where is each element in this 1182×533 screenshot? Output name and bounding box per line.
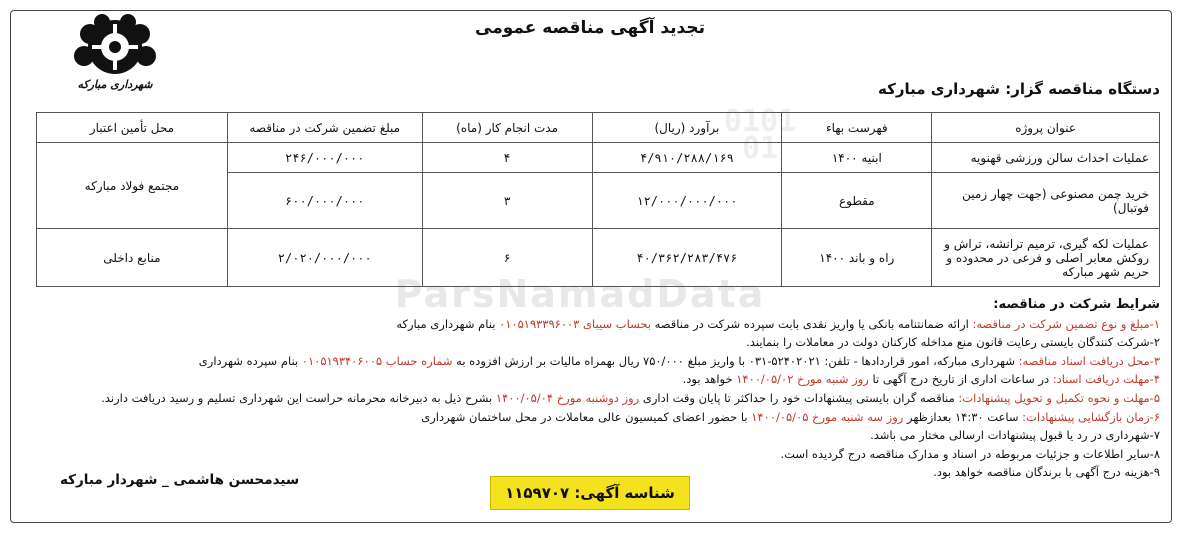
condition-item [25, 352, 1160, 371]
condition-item [25, 389, 1160, 408]
condition-body: ۲-شرکت کنندگان بایستی رعایت قانون منع مداخله کارکنان دولت در معاملات را بنمایند. [746, 335, 1160, 350]
tender-conditions [25, 296, 1160, 482]
condition-label: ۶-زمان بازگشایی پیشنهادات: [1022, 409, 1160, 424]
condition-highlight: روز دوشنبه مورخ ۱۴۰۰/۰۵/۰۴ [495, 390, 640, 405]
tender-table [36, 112, 1160, 287]
funding-source: منابع داخلی [37, 229, 228, 287]
header-funding: محل تأمین اعتبار [37, 113, 228, 143]
header-duration: مدت انجام کار (ماه) [422, 113, 592, 143]
condition-highlight: بحساب سیبای ۰۱۰۵۱۹۳۳۹۶۰۰۳ [499, 316, 651, 331]
condition-body: ۹-هزینه درج آگهی با برندگان مناقصه خواهد بود. [933, 465, 1160, 480]
notice-title: تجدید آگهی مناقصه عمومی [475, 18, 705, 38]
condition-body: ۷-شهرداری در رد یا قبول پیشنهادات ارسالی مختار می باشد. [870, 428, 1160, 443]
guarantee: ۲۴۶/۰۰۰/۰۰۰ [227, 143, 422, 173]
condition-body: ساعت ۱۴:۳۰ بعدازظهر [903, 409, 1023, 424]
project-title: خرید چمن مصنوعی (جهت چهار زمین فوتبال) [932, 173, 1160, 229]
logo-caption: شهرداری مبارکه [77, 78, 153, 91]
condition-highlight: روز شنبه مورخ ۱۴۰۰/۰۵/۰۲ [736, 372, 869, 387]
condition-item [25, 408, 1160, 427]
duration: ۴ [422, 143, 592, 173]
header-price-list: فهرست بهاء [782, 113, 932, 143]
table-header-row [37, 113, 1160, 143]
table-row [37, 229, 1160, 287]
condition-label: ۱-مبلغ و نوع تضمین شرکت در مناقصه: [972, 316, 1160, 331]
duration: ۳ [422, 173, 592, 229]
ad-id-badge: شناسه آگهی: ۱۱۵۹۷۰۷ [490, 476, 690, 510]
duration: ۶ [422, 229, 592, 287]
condition-tail: با حضور اعضای کمیسیون عالی معاملات در محل ساختمان شهرداری [421, 409, 752, 424]
condition-label: ۴-مهلت دریافت اسناد: [1052, 372, 1160, 387]
condition-body: شهرداری مبارکه، امور قراردادها - تلفن: ۵۲۴۰۲۰۲۱-۰۳۱ با واریز مبلغ ۷۵۰/۰۰۰ ریال بهمراه مالیات بر ارزش افزوده به [452, 353, 1019, 368]
condition-item [25, 315, 1160, 334]
header-project: عنوان پروژه [932, 113, 1160, 143]
conditions-heading: شرایط شرکت در مناقصه: [993, 297, 1160, 312]
project-title: عملیات لکه گیری، ترمیم ترانشه، تراش و روکش معابر اصلی و فرعی در محدوده و حریم شهر مبارکه [932, 229, 1160, 287]
watermark-digits: 010101 [723, 104, 797, 166]
condition-body: در ساعات اداری از تاریخ درج آگهی تا [868, 372, 1053, 387]
condition-tail: بنام شهرداری مبارکه [396, 316, 500, 331]
condition-highlight: شماره حساب ۰۱۰۵۱۹۳۴۰۶۰۰۵ [301, 353, 453, 368]
condition-highlight: روز سه شنبه مورخ ۱۴۰۰/۰۵/۰۵ [751, 409, 904, 424]
price-list: مقطوع [782, 173, 932, 229]
condition-tail: بشرح ذیل به دبیرخانه محرمانه حراست این شهرداری تسلیم و رسید دریافت دارند. [101, 390, 496, 405]
condition-body: ۸-سایر اطلاعات و جزئیات مربوطه در اسناد و مدارک مناقصه درج گردیده است. [780, 446, 1160, 461]
funding-source: مجتمع فولاد مبارکه [37, 143, 228, 229]
price-list: ابنیه ۱۴۰۰ [782, 143, 932, 173]
mayor-signature: سیدمحسن هاشمی _ شهردار مبارکه [60, 472, 300, 488]
condition-tail: بنام سپرده شهرداری [198, 353, 302, 368]
condition-label: ۳-محل دریافت اسناد مناقصه: [1018, 353, 1160, 368]
condition-item [25, 370, 1160, 389]
condition-tail: خواهد بود. [682, 372, 737, 387]
price-list: راه و باند ۱۴۰۰ [782, 229, 932, 287]
header-guarantee: مبلغ تضمین شرکت در مناقصه [227, 113, 422, 143]
tender-agency: دستگاه مناقصه گزار: شهرداری مبارکه [878, 80, 1160, 98]
project-title: عملیات احداث سالن ورزشی قهنویه [932, 143, 1160, 173]
condition-body: ارائه ضمانتنامه بانکی یا واریز نقدی بابت سپرده شرکت در مناقصه [650, 316, 973, 331]
condition-item [25, 426, 1160, 445]
estimate: ۱۲/۰۰۰/۰۰۰/۰۰۰ [592, 173, 782, 229]
table-row [37, 143, 1160, 173]
condition-item [25, 333, 1160, 352]
estimate: ۴۰/۳۶۲/۲۸۳/۴۷۶ [592, 229, 782, 287]
watermark: ParsNamadData [394, 272, 766, 316]
condition-item [25, 445, 1160, 464]
guarantee: ۶۰۰/۰۰۰/۰۰۰ [227, 173, 422, 229]
estimate: ۴/۹۱۰/۲۸۸/۱۶۹ [592, 143, 782, 173]
header-estimate: برآورد (ریال) [592, 113, 782, 143]
condition-body: مناقصه گران بایستی پیشنهادات خود را حداکثر تا پایان وقت اداری [639, 390, 959, 405]
condition-label: ۵-مهلت و نحوه تکمیل و تحویل پیشنهادات: [958, 390, 1160, 405]
guarantee: ۲/۰۲۰/۰۰۰/۰۰۰ [227, 229, 422, 287]
